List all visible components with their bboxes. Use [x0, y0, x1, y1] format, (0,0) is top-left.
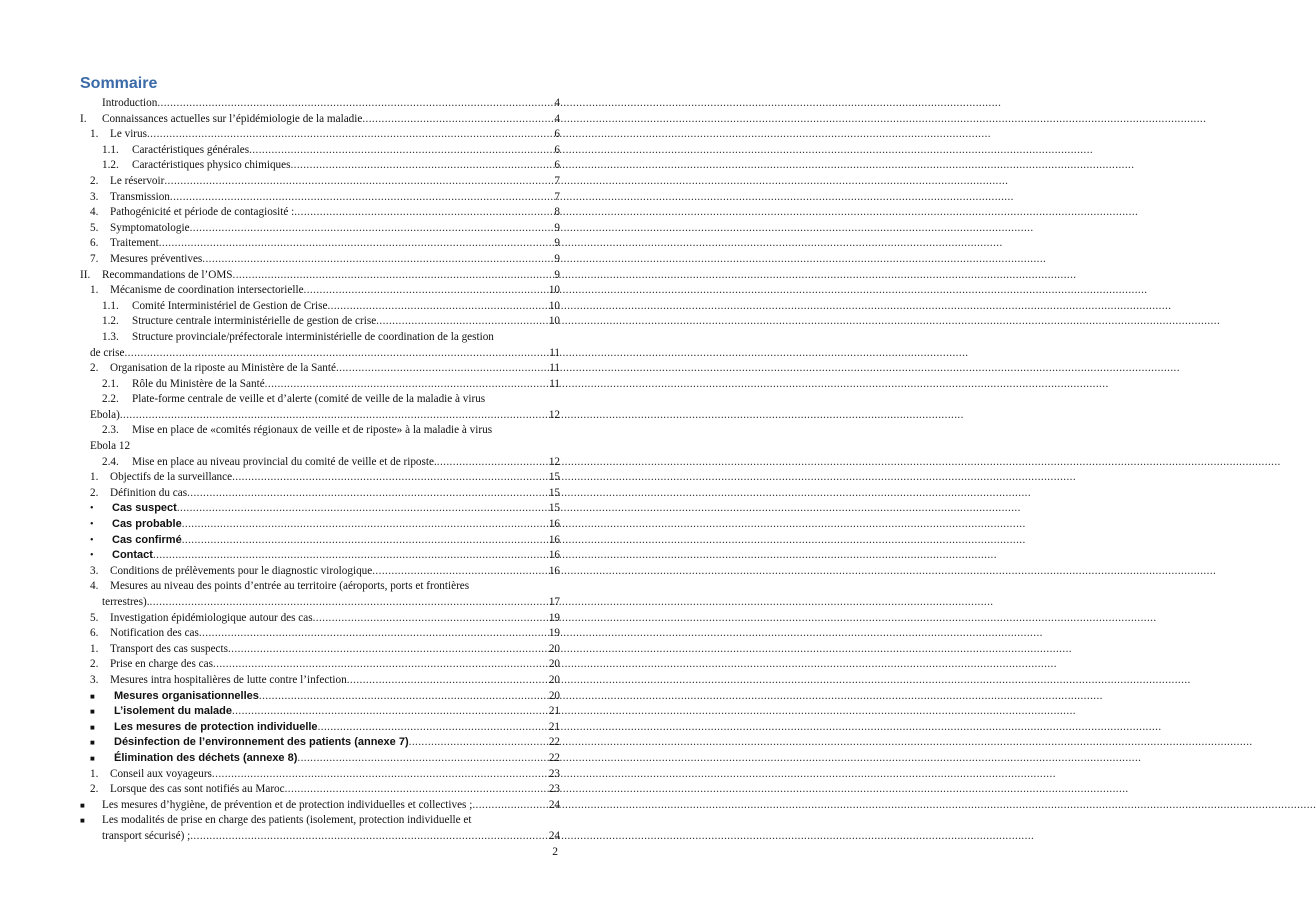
toc-entry[interactable] — [80, 767, 560, 783]
toc-entry[interactable] — [80, 314, 560, 330]
toc-entry[interactable] — [80, 455, 560, 471]
toc-entry[interactable] — [80, 735, 560, 751]
toc-entry-page: 10 — [548, 284, 560, 297]
toc-entry[interactable] — [80, 657, 560, 673]
toc-dot-leader — [170, 190, 554, 206]
toc-entry-page: 20 — [548, 642, 560, 655]
toc-entry-number: ■ — [80, 800, 85, 810]
toc-entry-label: Ebola) — [90, 408, 120, 421]
toc-entry[interactable] — [80, 205, 560, 221]
toc-entry-page: 12 — [548, 455, 560, 468]
toc-dot-leader — [232, 704, 548, 720]
toc-entry-label: Symptomatologie — [110, 221, 190, 234]
toc-entry-page: 15 — [548, 502, 560, 515]
toc-entry-label: Ebola 12 — [90, 440, 131, 453]
toc-entry-page: 11 — [549, 377, 560, 390]
toc-entry[interactable] — [80, 798, 560, 814]
toc-dot-leader — [228, 642, 548, 658]
toc-entry[interactable] — [80, 486, 560, 502]
toc-entry-page: 7 — [554, 190, 560, 203]
toc-entry-page: 12 — [548, 408, 560, 421]
toc-entry-number: 6. — [90, 627, 99, 640]
toc-entry-page: 16 — [548, 518, 560, 531]
toc-entry-page: 21 — [548, 705, 560, 718]
toc-entry[interactable] — [80, 439, 560, 455]
toc-dot-leader — [202, 252, 553, 268]
toc-entry-label: Organisation de la riposte au Ministère de la Santé — [110, 362, 336, 375]
toc-dot-leader — [290, 158, 553, 174]
toc-entry[interactable] — [80, 252, 560, 268]
toc-entry-number: 3. — [90, 564, 99, 577]
toc-entry[interactable] — [80, 595, 560, 611]
toc-entry-page: 22 — [548, 736, 560, 749]
toc-entry-number: 1. — [90, 642, 99, 655]
toc-entry-label: Lorsque des cas sont notifiés au Maroc — [110, 783, 285, 796]
toc-entry[interactable] — [80, 330, 560, 346]
toc-entry-page: 9 — [554, 268, 560, 281]
toc-dot-leader — [362, 112, 553, 128]
toc-dot-leader — [472, 798, 547, 814]
toc-entry-label: Cas suspect — [112, 502, 177, 515]
toc-entry-number: ■ — [90, 738, 95, 748]
toc-entry-label: Plate-forme centrale de veille et d’alerte (comité de veille de la maladie à virus — [132, 393, 486, 406]
toc-entry-label: Contact — [112, 549, 153, 562]
toc-entry-number: 4. — [90, 580, 99, 593]
toc-entry-number: ■ — [90, 691, 95, 701]
toc-entry-page: 16 — [548, 533, 560, 546]
toc-entry-page: 11 — [549, 346, 560, 359]
toc-entry-page: 10 — [548, 299, 560, 312]
toc-dot-leader — [120, 408, 548, 424]
toc-entry-number: 6. — [90, 237, 99, 250]
toc-entry-page: 7 — [554, 174, 560, 187]
toc-dot-leader — [147, 127, 553, 143]
toc-entry-number: I. — [80, 112, 87, 125]
toc-entry[interactable] — [80, 361, 560, 377]
toc-entry-page: 19 — [548, 611, 560, 624]
toc-entry-label: Désinfection de l’environnement des patients (annexe 7) — [114, 736, 409, 749]
toc-entry-page: 15 — [548, 471, 560, 484]
toc-dot-leader — [164, 174, 553, 190]
toc-entry-number: 1.2. — [102, 159, 119, 172]
toc-entry-label: Les modalités de prise en charge des patients (isolement, protection individuelle et — [102, 814, 472, 827]
toc-entry-label: Caractéristiques générales — [132, 143, 250, 156]
toc-entry[interactable] — [80, 782, 560, 798]
toc-entry[interactable] — [80, 377, 560, 393]
toc-dot-leader — [153, 548, 548, 564]
toc-entry-label: Rôle du Ministère de la Santé — [132, 377, 265, 390]
toc-entry-page: 20 — [548, 658, 560, 671]
page-number: 2 — [552, 846, 558, 858]
toc-entry-label: terrestres). — [102, 596, 150, 608]
toc-entry-page: 9 — [554, 252, 560, 265]
toc-entry-number: 2. — [90, 658, 99, 671]
toc-dot-leader — [232, 470, 548, 486]
toc-entry-label: Mesures préventives — [110, 252, 203, 265]
toc-entry-number: ■ — [90, 707, 95, 717]
toc-entry-number: 1.1. — [102, 143, 119, 156]
toc-entry-label: Conseil aux voyageurs — [110, 767, 212, 780]
toc-entry[interactable] — [80, 268, 560, 284]
toc-entry-label: Transmission — [110, 190, 170, 203]
toc-entry-number: 2. — [90, 362, 99, 375]
document-page — [0, 0, 638, 903]
table-of-contents — [80, 96, 560, 845]
toc-entry[interactable] — [80, 408, 560, 424]
toc-entry[interactable] — [80, 704, 560, 720]
toc-entry[interactable] — [80, 751, 560, 767]
toc-entry[interactable] — [80, 127, 560, 143]
toc-dot-leader — [213, 657, 548, 673]
toc-entry[interactable] — [80, 829, 560, 845]
toc-entry-label: Recommandations de l’OMS — [102, 268, 233, 281]
toc-dot-leader — [297, 751, 547, 767]
toc-dot-leader — [199, 626, 548, 642]
toc-entry-page: 16 — [548, 549, 560, 562]
toc-entry-page: 6 — [554, 128, 560, 141]
toc-dot-leader — [318, 720, 548, 736]
toc-entry-label: transport sécurisé) ; — [102, 829, 191, 842]
toc-entry[interactable] — [80, 501, 560, 517]
toc-entry-page: 10 — [548, 315, 560, 328]
toc-dot-leader — [313, 611, 548, 627]
toc-entry[interactable] — [80, 221, 560, 237]
toc-entry-number: ■ — [90, 753, 95, 763]
toc-dot-leader — [409, 735, 548, 751]
toc-entry-label: Le virus — [110, 128, 147, 141]
toc-dot-leader — [182, 533, 548, 549]
toc-entry-page: 6 — [554, 159, 560, 172]
toc-dot-leader — [304, 283, 548, 299]
toc-dot-leader — [159, 236, 554, 252]
toc-entry-page: 23 — [548, 783, 560, 796]
toc-entry-number: 5. — [90, 221, 99, 234]
toc-dot-leader — [259, 689, 548, 705]
toc-entry-label: Structure provinciale/préfectorale interministérielle de coordination de la gestion — [132, 330, 494, 343]
toc-entry-label: Mesures organisationnelles — [114, 689, 259, 702]
toc-dot-leader — [177, 501, 548, 517]
toc-entry-label: Mesures au niveau des points d’entrée au territoire (aéroports, ports et frontières — [110, 580, 470, 593]
toc-entry-page: 6 — [554, 143, 560, 156]
toc-entry[interactable] — [80, 423, 560, 439]
toc-entry-number: II. — [80, 268, 91, 281]
toc-entry-number: 7. — [90, 252, 99, 265]
toc-entry-label: Introduction — [102, 97, 158, 109]
toc-entry[interactable] — [80, 190, 560, 206]
toc-entry-label: Élimination des déchets (annexe 8) — [114, 751, 298, 764]
toc-entry[interactable] — [80, 236, 560, 252]
toc-entry[interactable] — [80, 392, 560, 408]
toc-entry-number: 3. — [90, 190, 99, 203]
toc-entry-number: 4. — [90, 206, 99, 219]
toc-entry-page: 20 — [548, 673, 560, 686]
toc-entry-number: • — [90, 503, 94, 515]
toc-entry[interactable] — [80, 96, 560, 112]
toc-entry[interactable] — [80, 470, 560, 486]
toc-dot-leader — [336, 361, 548, 377]
toc-entry[interactable] — [80, 611, 560, 627]
toc-entry-label: Traitement — [110, 237, 159, 250]
toc-entry-page: 17 — [548, 596, 560, 608]
toc-entry-page: 16 — [548, 564, 560, 577]
toc-entry-page: 15 — [548, 486, 560, 499]
toc-entry-number: 2. — [90, 486, 99, 499]
toc-entry[interactable] — [80, 642, 560, 658]
toc-dot-leader — [233, 268, 554, 284]
toc-dot-leader — [187, 486, 548, 502]
toc-entry-page: 22 — [548, 751, 560, 764]
toc-entry-label: Objectifs de la surveillance — [110, 471, 233, 484]
toc-entry-number: 2. — [90, 783, 99, 796]
toc-entry-label: Définition du cas — [110, 486, 188, 499]
toc-entry[interactable] — [80, 579, 560, 595]
toc-entry-page: 23 — [548, 767, 560, 780]
toc-entry-number: 2. — [90, 174, 99, 187]
toc-entry-number: 2.4. — [102, 455, 119, 468]
toc-entry-label: Comité Interministériel de Gestion de Crise — [132, 299, 328, 312]
toc-entry-label: Mécanisme de coordination intersectorielle — [110, 284, 304, 297]
toc-entry[interactable] — [80, 299, 560, 315]
toc-entry-number: 1.3. — [102, 330, 119, 343]
toc-entry-page: 4 — [554, 112, 560, 125]
toc-entry-number: ■ — [90, 722, 95, 732]
toc-dot-leader — [376, 314, 548, 330]
toc-entry[interactable] — [80, 548, 560, 564]
toc-entry-label: Connaissances actuelles sur l’épidémiologie de la maladie — [102, 112, 363, 125]
toc-entry-label: Mise en place de «comités régionaux de veille et de riposte» à la maladie à virus — [132, 424, 493, 437]
toc-dot-leader — [124, 346, 548, 362]
toc-entry-number: 1.2. — [102, 315, 119, 328]
toc-entry-page: 4 — [554, 97, 560, 109]
toc-entry-number: 3. — [90, 673, 99, 686]
toc-entry-number: 1.1. — [102, 299, 119, 312]
toc-entry-page: 24 — [548, 798, 560, 811]
toc-entry[interactable] — [80, 673, 560, 689]
toc-entry-number: • — [90, 519, 94, 531]
toc-entry-label: Les mesures de protection individuelle — [114, 720, 318, 733]
toc-dot-leader — [150, 595, 548, 611]
toc-dot-leader — [249, 143, 553, 159]
toc-entry-label: Les mesures d’hygiène, de prévention et de protection individuelles et collectives ; — [102, 798, 473, 811]
toc-entry-page: 21 — [548, 720, 560, 733]
toc-entry[interactable] — [80, 813, 560, 829]
toc-entry-label: Structure centrale interministérielle de gestion de crise — [132, 315, 377, 328]
toc-entry-label: L’isolement du malade — [114, 705, 232, 718]
toc-dot-leader — [327, 299, 547, 315]
toc-entry-number: • — [90, 550, 94, 562]
toc-entry-label: de crise — [90, 346, 125, 359]
toc-entry-label: Cas confirmé — [112, 533, 182, 546]
toc-entry[interactable] — [80, 158, 560, 174]
toc-entry-number: 1. — [90, 128, 99, 141]
toc-dot-leader — [285, 782, 548, 798]
toc-dot-leader — [190, 829, 548, 845]
toc-entry-page: 24 — [548, 829, 560, 842]
toc-entry-label: Le réservoir — [110, 174, 165, 187]
toc-entry[interactable] — [80, 174, 560, 190]
toc-dot-leader — [265, 377, 549, 393]
toc-entry[interactable] — [80, 626, 560, 642]
toc-entry-label: Mesures intra hospitalières de lutte contre l’infection — [110, 673, 347, 686]
toc-entry-page: 20 — [548, 689, 560, 702]
toc-entry[interactable] — [80, 112, 560, 128]
toc-entry-label: Investigation épidémiologique autour des cas — [110, 611, 313, 624]
toc-entry-number: 2.3. — [102, 424, 119, 437]
toc-entry-number: 2.1. — [102, 377, 119, 390]
toc-entry-label: Cas probable — [112, 518, 182, 531]
toc-entry-number: 2.2. — [102, 393, 119, 406]
toc-entry-number: 1. — [90, 284, 99, 297]
toc-entry-page: 9 — [554, 237, 560, 250]
toc-dot-leader — [372, 564, 548, 580]
toc-dot-leader — [294, 205, 553, 221]
page-title: Sommaire — [80, 75, 158, 92]
toc-entry-label: Notification des cas — [110, 627, 199, 640]
toc-entry-number: 1. — [90, 767, 99, 780]
toc-entry-page: 19 — [548, 627, 560, 640]
toc-entry-page: 8 — [554, 206, 560, 219]
toc-dot-leader — [190, 221, 554, 237]
toc-entry[interactable] — [80, 143, 560, 159]
toc-entry-label: Conditions de prélèvements pour le diagnostic virologique — [110, 564, 373, 577]
toc-entry-number: 1. — [90, 471, 99, 484]
toc-entry-label: Mise en place au niveau provincial du comité de veille et de riposte. — [132, 455, 437, 468]
toc-entry-page: 11 — [549, 362, 560, 375]
toc-entry[interactable] — [80, 283, 560, 299]
toc-dot-leader — [212, 767, 548, 783]
toc-entry[interactable] — [80, 564, 560, 580]
toc-entry-label: Pathogénicité et période de contagiosité : — [110, 206, 295, 219]
toc-dot-leader — [157, 96, 553, 112]
toc-dot-leader — [437, 455, 548, 471]
toc-dot-leader — [182, 517, 548, 533]
toc-entry[interactable] — [80, 346, 560, 362]
toc-entry[interactable] — [80, 533, 560, 549]
toc-entry-label: Caractéristiques physico chimiques — [132, 159, 291, 172]
toc-entry-number: • — [90, 534, 94, 546]
toc-entry-page: 9 — [554, 221, 560, 234]
toc-entry-label: Prise en charge des cas — [110, 658, 213, 671]
toc-entry[interactable] — [80, 720, 560, 736]
toc-entry[interactable] — [80, 689, 560, 705]
toc-entry[interactable] — [80, 517, 560, 533]
toc-dot-leader — [347, 673, 548, 689]
toc-entry-number: 5. — [90, 611, 99, 624]
toc-entry-label: Transport des cas suspects — [110, 642, 228, 655]
toc-entry-number: ■ — [80, 816, 85, 826]
